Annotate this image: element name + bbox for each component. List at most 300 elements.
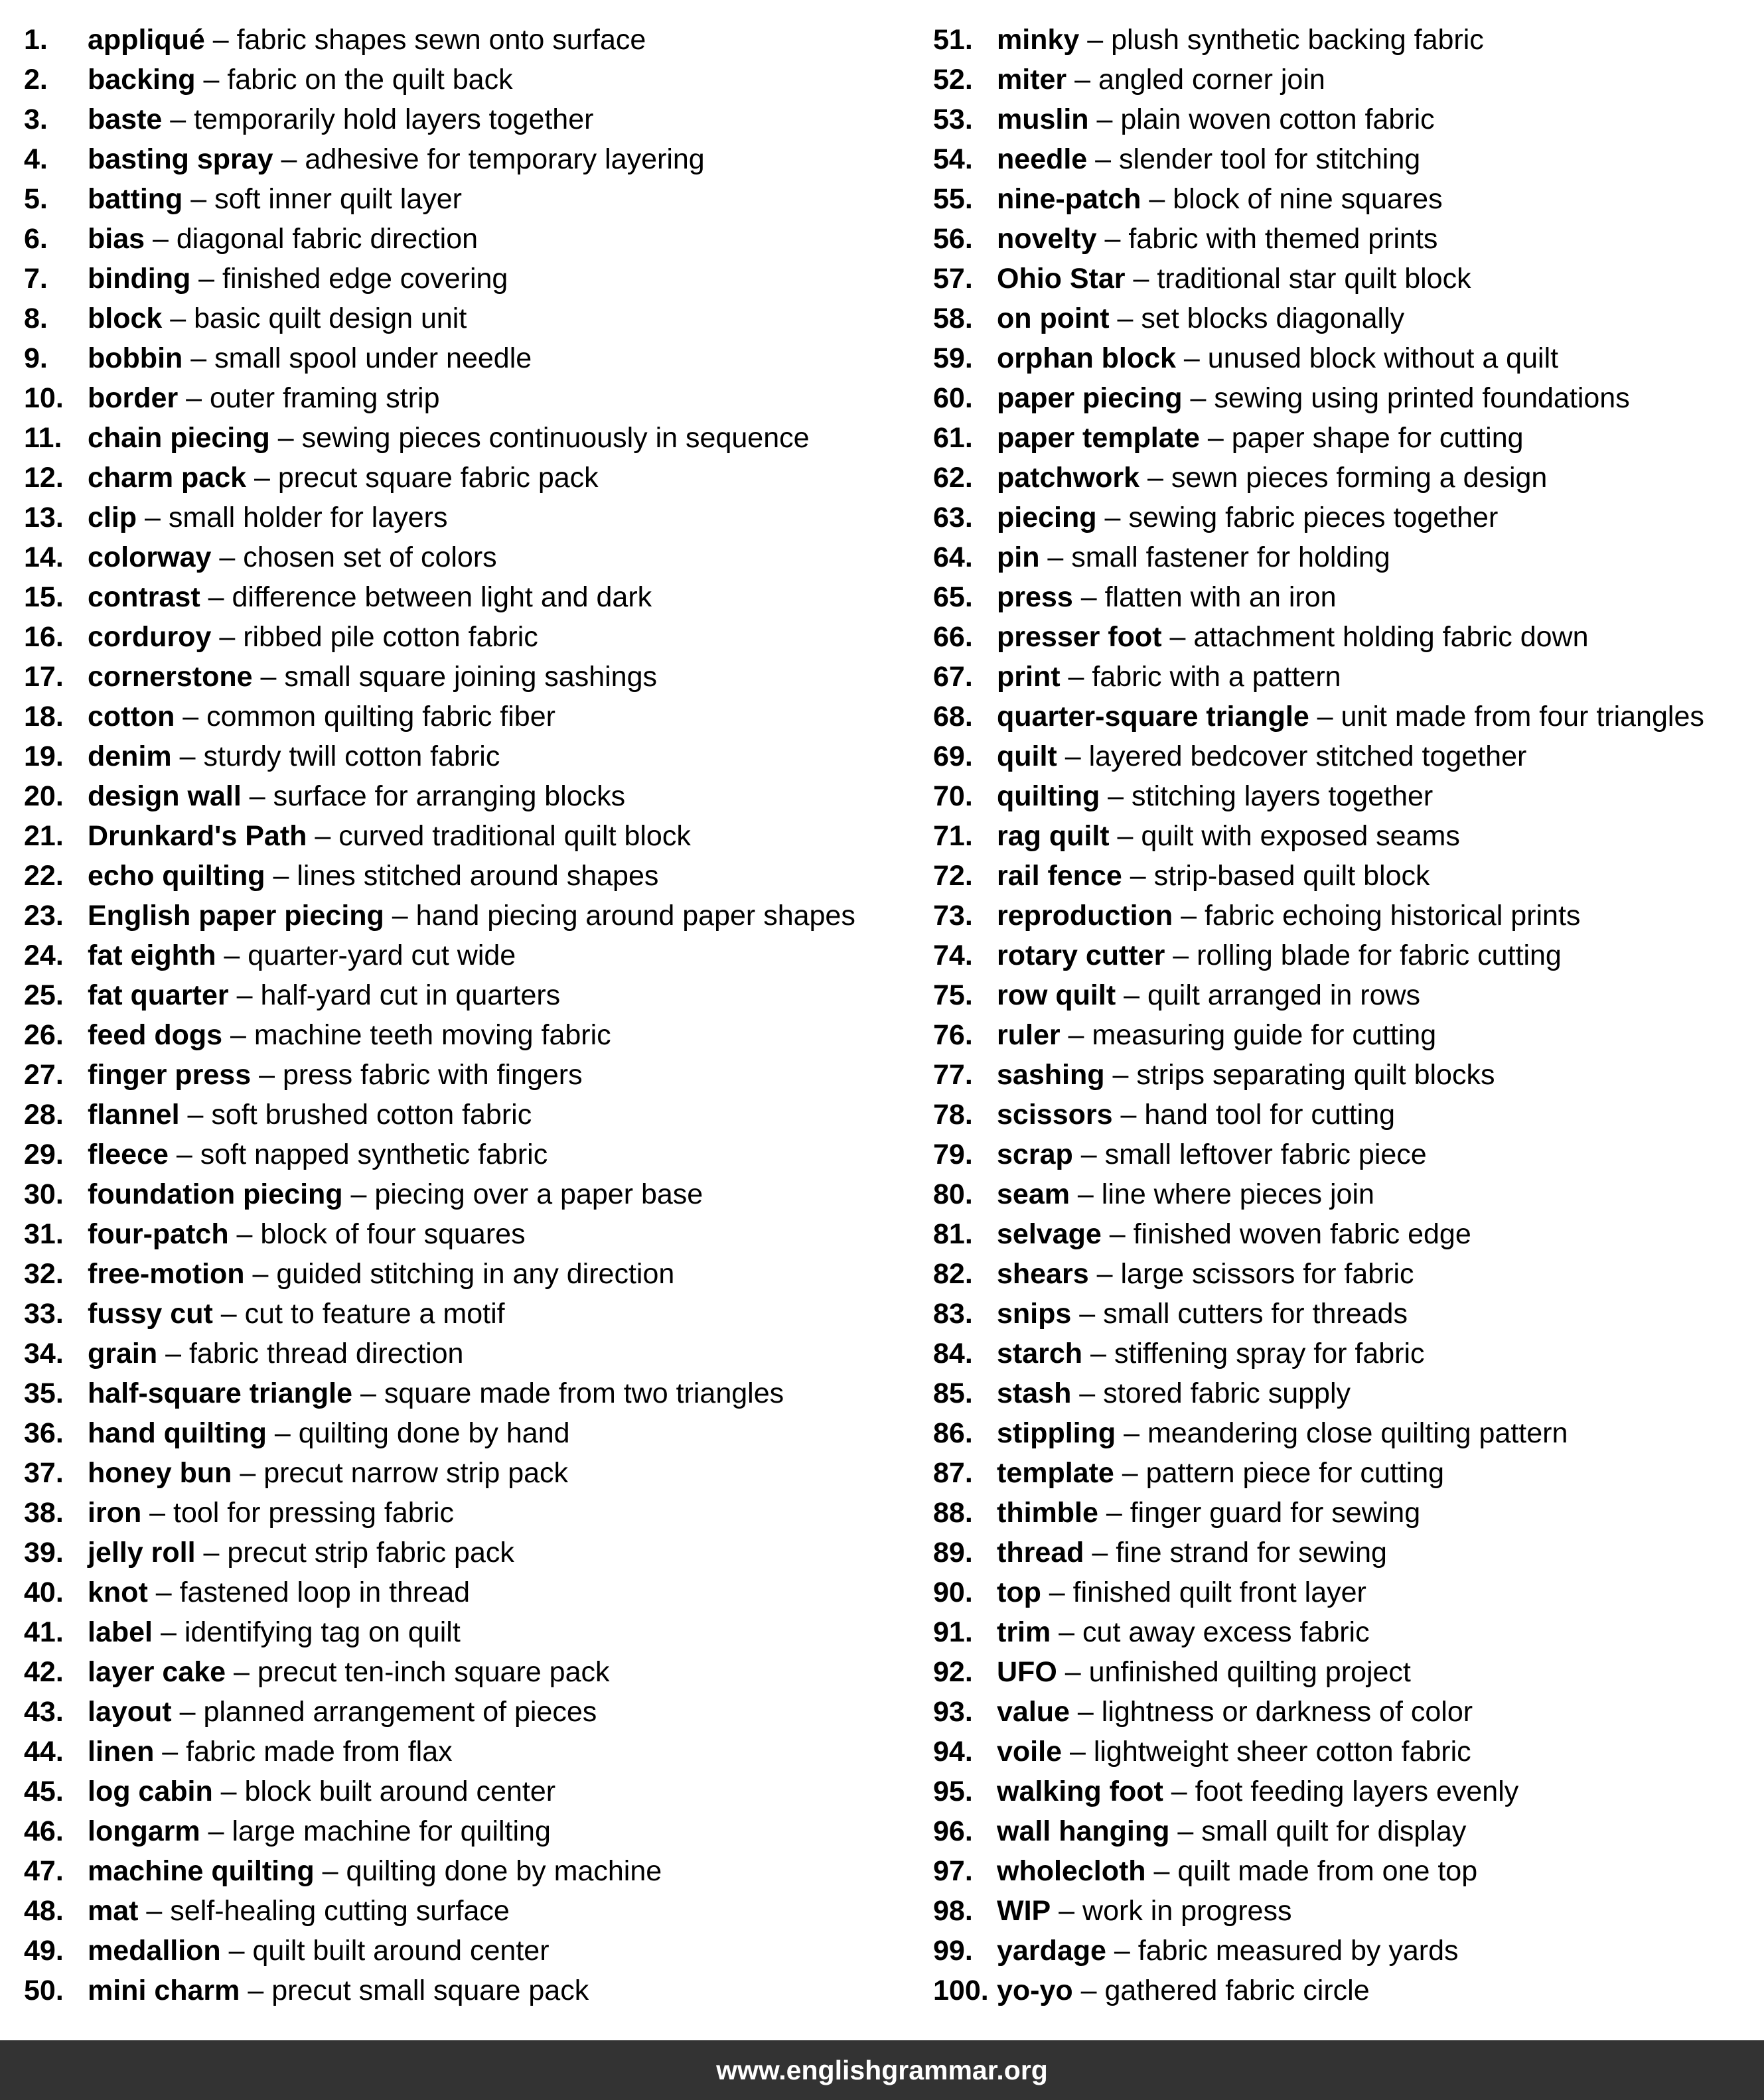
entry-number: 73. xyxy=(933,900,973,932)
entry-number: 75. xyxy=(933,979,973,1011)
entry-definition: press fabric with fingers xyxy=(282,1059,583,1091)
glossary-entry xyxy=(24,1055,907,1095)
entry-number: 4. xyxy=(24,143,48,175)
glossary-entry xyxy=(933,1652,1764,1692)
entry-number: 64. xyxy=(933,541,973,573)
entry-term: trim xyxy=(997,1616,1051,1648)
entry-definition: finished woven fabric edge xyxy=(1133,1218,1471,1250)
entry-number: 88. xyxy=(933,1497,973,1529)
glossary-entry xyxy=(933,577,1764,617)
entry-separator: – xyxy=(228,1218,261,1250)
entry-definition: half-yard cut in quarters xyxy=(260,979,561,1011)
entry-number: 41. xyxy=(24,1616,64,1648)
entry-term: layout xyxy=(88,1696,172,1728)
glossary-entry xyxy=(933,1772,1764,1811)
glossary-entry xyxy=(24,1612,907,1652)
entry-term: row quilt xyxy=(997,979,1116,1011)
entry-term: minky xyxy=(997,24,1080,56)
entry-separator: – xyxy=(1051,1616,1083,1648)
glossary-entry xyxy=(933,1493,1764,1533)
entry-term: selvage xyxy=(997,1218,1102,1250)
entry-term: binding xyxy=(88,263,191,295)
entry-term: honey bun xyxy=(88,1457,232,1489)
entry-separator: – xyxy=(171,740,204,772)
entry-definition: quilt with exposed seams xyxy=(1141,820,1460,852)
entry-definition: finished edge covering xyxy=(222,263,508,295)
entry-separator: – xyxy=(147,1576,180,1608)
entry-number: 27. xyxy=(24,1059,64,1091)
entry-separator: – xyxy=(1041,1576,1073,1608)
entry-definition: lightness or darkness of color xyxy=(1101,1696,1473,1728)
entry-number: 36. xyxy=(24,1417,64,1449)
glossary-entry xyxy=(24,1573,907,1612)
entry-definition: sewing fabric pieces together xyxy=(1128,502,1499,533)
entry-number: 48. xyxy=(24,1895,64,1927)
glossary-entry xyxy=(24,617,907,657)
entry-term: charm pack xyxy=(88,462,247,494)
glossary-entry xyxy=(24,657,907,697)
entry-definition: layered bedcover stitched together xyxy=(1088,740,1527,772)
entry-number: 24. xyxy=(24,940,64,971)
glossary-entry xyxy=(933,1135,1764,1174)
entry-definition: quilt built around center xyxy=(252,1935,550,1967)
entry-term: orphan block xyxy=(997,342,1176,374)
entry-separator: – xyxy=(1163,1776,1195,1807)
entry-separator: – xyxy=(153,1616,184,1648)
entry-term: template xyxy=(997,1457,1114,1489)
glossary-entry xyxy=(933,1732,1764,1772)
entry-separator: – xyxy=(1173,900,1205,932)
entry-separator: – xyxy=(240,1975,272,2006)
entry-separator: – xyxy=(200,1815,232,1847)
entry-separator: – xyxy=(200,581,232,613)
entry-definition: pattern piece for cutting xyxy=(1145,1457,1445,1489)
entry-term: ruler xyxy=(997,1019,1061,1051)
glossary-entry xyxy=(24,20,907,60)
entry-separator: – xyxy=(162,104,194,135)
entry-number: 44. xyxy=(24,1736,64,1768)
glossary-entry xyxy=(24,896,907,936)
entry-definition: identifying tag on quilt xyxy=(184,1616,461,1648)
entry-definition: machine teeth moving fabric xyxy=(254,1019,611,1051)
entry-term: rotary cutter xyxy=(997,940,1165,971)
entry-definition: finished quilt front layer xyxy=(1072,1576,1366,1608)
entry-separator: – xyxy=(1116,979,1147,1011)
entry-separator: – xyxy=(1100,780,1132,812)
entry-term: four-patch xyxy=(88,1218,229,1250)
entry-number: 76. xyxy=(933,1019,973,1051)
entry-separator: – xyxy=(1109,820,1141,852)
glossary-entry xyxy=(933,697,1764,736)
glossary-entry xyxy=(933,100,1764,139)
entry-separator: – xyxy=(212,1776,245,1807)
entry-term: paper piecing xyxy=(997,382,1183,414)
glossary-entry xyxy=(933,1294,1764,1334)
entry-definition: temporarily hold layers together xyxy=(194,104,594,135)
entry-term: presser foot xyxy=(997,621,1162,653)
entry-term: backing xyxy=(88,64,196,96)
entry-number: 38. xyxy=(24,1497,64,1529)
glossary-entry xyxy=(24,299,907,338)
entry-number: 78. xyxy=(933,1099,973,1131)
entry-term: rag quilt xyxy=(997,820,1110,852)
entry-term: flannel xyxy=(88,1099,180,1131)
entry-term: nine-patch xyxy=(997,183,1141,215)
glossary-entry xyxy=(933,20,1764,60)
entry-separator: – xyxy=(171,1696,204,1728)
glossary-entry xyxy=(24,1095,907,1135)
entry-definition: gathered fabric circle xyxy=(1104,1975,1370,2006)
entry-number: 40. xyxy=(24,1576,64,1608)
entry-number: 66. xyxy=(933,621,973,653)
glossary-entry xyxy=(933,338,1764,378)
entry-term: pin xyxy=(997,541,1040,573)
entry-separator: – xyxy=(175,701,207,733)
entry-number: 89. xyxy=(933,1537,973,1569)
entry-definition: stored fabric supply xyxy=(1103,1377,1351,1409)
entry-definition: traditional star quilt block xyxy=(1157,263,1471,295)
entry-number: 22. xyxy=(24,860,64,892)
entry-separator: – xyxy=(1141,183,1173,215)
entry-definition: surface for arranging blocks xyxy=(273,780,626,812)
entry-separator: – xyxy=(1057,740,1089,772)
entry-separator: – xyxy=(195,1537,228,1569)
entry-definition: measuring guide for cutting xyxy=(1092,1019,1437,1051)
entry-separator: – xyxy=(204,24,237,56)
entry-term: clip xyxy=(88,502,137,533)
entry-number: 5. xyxy=(24,183,48,215)
entry-definition: quilt made from one top xyxy=(1177,1855,1478,1887)
entry-term: free-motion xyxy=(88,1258,245,1290)
glossary-entry xyxy=(933,736,1764,776)
glossary-entry xyxy=(933,498,1764,537)
entry-term: knot xyxy=(88,1576,148,1608)
entry-separator: – xyxy=(307,820,339,852)
entry-number: 33. xyxy=(24,1298,64,1330)
entry-separator: – xyxy=(352,1377,384,1409)
entry-number: 81. xyxy=(933,1218,973,1250)
entry-separator: – xyxy=(216,940,248,971)
entry-term: novelty xyxy=(997,223,1097,255)
entry-separator: – xyxy=(1106,1935,1138,1967)
entry-definition: quilting done by machine xyxy=(346,1855,662,1887)
entry-separator: – xyxy=(222,1019,254,1051)
entry-definition: meandering close quilting pattern xyxy=(1147,1417,1568,1449)
entry-number: 50. xyxy=(24,1975,64,2006)
entry-definition: quilt arranged in rows xyxy=(1147,979,1421,1011)
entry-separator: – xyxy=(1122,860,1154,892)
entry-number: 3. xyxy=(24,104,48,135)
entry-definition: fabric made from flax xyxy=(186,1736,453,1768)
entry-definition: soft inner quilt layer xyxy=(214,183,462,215)
entry-number: 31. xyxy=(24,1218,64,1250)
entry-number: 29. xyxy=(24,1139,64,1170)
entry-definition: line where pieces join xyxy=(1101,1178,1374,1210)
entry-definition: strip-based quilt block xyxy=(1153,860,1430,892)
entry-number: 60. xyxy=(933,382,973,414)
entry-separator: – xyxy=(195,64,228,96)
footer-url[interactable]: www.englishgrammar.org xyxy=(716,2055,1048,2085)
entry-separator: – xyxy=(384,900,416,932)
entry-term: machine quilting xyxy=(88,1855,315,1887)
glossary-entry xyxy=(933,1891,1764,1931)
glossary-entry xyxy=(24,816,907,856)
entry-number: 86. xyxy=(933,1417,973,1449)
entry-separator: – xyxy=(179,1099,212,1131)
entry-term: corduroy xyxy=(88,621,212,653)
glossary-entry xyxy=(24,1931,907,1971)
entry-term: basting spray xyxy=(88,143,273,175)
entry-term: chain piecing xyxy=(88,422,270,454)
glossary-entry xyxy=(933,1214,1764,1254)
glossary-entry xyxy=(933,1851,1764,1891)
entry-separator: – xyxy=(1082,1338,1114,1369)
entry-term: walking foot xyxy=(997,1776,1163,1807)
entry-definition: plain woven cotton fabric xyxy=(1120,104,1435,135)
entry-separator: – xyxy=(265,860,297,892)
entry-number: 46. xyxy=(24,1815,64,1847)
entry-number: 28. xyxy=(24,1099,64,1131)
entry-term: log cabin xyxy=(88,1776,213,1807)
entry-term: sashing xyxy=(997,1059,1105,1091)
entry-definition: unused block without a quilt xyxy=(1207,342,1559,374)
entry-term: voile xyxy=(997,1736,1062,1768)
entry-term: on point xyxy=(997,303,1110,334)
entry-number: 30. xyxy=(24,1178,64,1210)
glossary-entry xyxy=(24,1413,907,1453)
glossary-entry xyxy=(24,697,907,736)
entry-term: shears xyxy=(997,1258,1089,1290)
glossary-entry xyxy=(24,1811,907,1851)
entry-term: label xyxy=(88,1616,153,1648)
entry-separator: – xyxy=(137,502,169,533)
entry-definition: unfinished quilting project xyxy=(1088,1656,1411,1688)
entry-term: cornerstone xyxy=(88,661,253,693)
entry-number: 56. xyxy=(933,223,973,255)
entry-definition: fabric with themed prints xyxy=(1128,223,1438,255)
entry-number: 12. xyxy=(24,462,64,494)
entry-term: stippling xyxy=(997,1417,1116,1449)
entry-separator: – xyxy=(178,382,210,414)
entry-term: reproduction xyxy=(997,900,1173,932)
glossary-entry xyxy=(24,936,907,975)
entry-definition: fabric measured by yards xyxy=(1138,1935,1459,1967)
entry-definition: large machine for quilting xyxy=(232,1815,551,1847)
entry-number: 80. xyxy=(933,1178,973,1210)
entry-definition: attachment holding fabric down xyxy=(1193,621,1589,653)
entry-term: grain xyxy=(88,1338,158,1369)
entry-separator: – xyxy=(211,621,244,653)
entry-separator: – xyxy=(1087,143,1120,175)
entry-separator: – xyxy=(314,1855,346,1887)
entry-number: 17. xyxy=(24,661,64,693)
entry-definition: block built around center xyxy=(244,1776,556,1807)
entry-definition: sewing pieces continuously in sequence xyxy=(301,422,810,454)
entry-term: border xyxy=(88,382,179,414)
entry-number: 25. xyxy=(24,979,64,1011)
glossary-entry xyxy=(24,179,907,219)
entry-definition: fastened loop in thread xyxy=(179,1576,471,1608)
entry-definition: fabric with a pattern xyxy=(1092,661,1341,693)
entry-definition: small fastener for holding xyxy=(1071,541,1390,573)
glossary-entry xyxy=(933,617,1764,657)
entry-number: 53. xyxy=(933,104,973,135)
entry-separator: – xyxy=(183,183,215,215)
glossary-entry xyxy=(24,1851,907,1891)
entry-definition: flatten with an iron xyxy=(1104,581,1337,613)
entry-definition: soft brushed cotton fabric xyxy=(211,1099,532,1131)
entry-term: mat xyxy=(88,1895,139,1927)
glossary-entry xyxy=(933,1055,1764,1095)
entry-separator: – xyxy=(269,422,302,454)
glossary-entry xyxy=(24,338,907,378)
entry-number: 95. xyxy=(933,1776,973,1807)
entry-number: 65. xyxy=(933,581,973,613)
entry-term: English paper piecing xyxy=(88,900,384,932)
entry-separator: – xyxy=(162,303,194,334)
entry-definition: small square joining sashings xyxy=(284,661,658,693)
entry-term: bias xyxy=(88,223,145,255)
entry-separator: – xyxy=(1165,940,1197,971)
glossary-entry xyxy=(933,179,1764,219)
entry-separator: – xyxy=(1066,64,1098,96)
entry-definition: curved traditional quilt block xyxy=(338,820,691,852)
entry-term: print xyxy=(997,661,1061,693)
entry-definition: basic quilt design unit xyxy=(194,303,467,334)
entry-term: jelly roll xyxy=(88,1537,196,1569)
entry-term: mini charm xyxy=(88,1975,240,2006)
entry-term: miter xyxy=(997,64,1067,96)
entry-number: 71. xyxy=(933,820,973,852)
entry-number: 15. xyxy=(24,581,64,613)
entry-definition: large scissors for fabric xyxy=(1120,1258,1414,1290)
entry-term: fleece xyxy=(88,1139,169,1170)
entry-term: piecing xyxy=(997,502,1097,533)
entry-number: 2. xyxy=(24,64,48,96)
entry-definition: hand tool for cutting xyxy=(1144,1099,1396,1131)
glossary-entry xyxy=(24,60,907,100)
entry-definition: cut away excess fabric xyxy=(1082,1616,1370,1648)
entry-number: 92. xyxy=(933,1656,973,1688)
entry-separator: – xyxy=(252,661,285,693)
entry-definition: finger guard for sewing xyxy=(1130,1497,1421,1529)
entry-separator: – xyxy=(1145,1855,1178,1887)
glossary-entry xyxy=(24,1214,907,1254)
entry-definition: chosen set of colors xyxy=(243,541,497,573)
entry-term: seam xyxy=(997,1178,1070,1210)
entry-number: 43. xyxy=(24,1696,64,1728)
entry-term: Ohio Star xyxy=(997,263,1126,295)
entry-separator: – xyxy=(1062,1736,1094,1768)
entry-term: patchwork xyxy=(997,462,1140,494)
entry-number: 49. xyxy=(24,1935,64,1967)
entry-separator: – xyxy=(241,780,273,812)
entry-term: cotton xyxy=(88,701,175,733)
entry-term: medallion xyxy=(88,1935,221,1967)
glossary-entry xyxy=(933,1692,1764,1732)
glossary-entry xyxy=(24,219,907,259)
entry-separator: – xyxy=(1116,1417,1147,1449)
entry-definition: tool for pressing fabric xyxy=(173,1497,455,1529)
glossary-entry xyxy=(24,1174,907,1214)
entry-number: 91. xyxy=(933,1616,973,1648)
entry-number: 100. xyxy=(933,1975,989,2006)
entry-term: value xyxy=(997,1696,1070,1728)
entry-term: longarm xyxy=(88,1815,200,1847)
entry-number: 69. xyxy=(933,740,973,772)
entry-separator: – xyxy=(342,1178,375,1210)
glossary-entry xyxy=(24,1971,907,2010)
glossary-entry xyxy=(933,1334,1764,1373)
entry-separator: – xyxy=(1060,1019,1092,1051)
glossary-entry xyxy=(24,139,907,179)
entry-number: 13. xyxy=(24,502,64,533)
entry-definition: small leftover fabric piece xyxy=(1104,1139,1427,1170)
entry-definition: rolling blade for fabric cutting xyxy=(1197,940,1562,971)
entry-number: 77. xyxy=(933,1059,973,1091)
entry-separator: – xyxy=(1096,502,1129,533)
entry-separator: – xyxy=(212,1298,245,1330)
glossary-entry xyxy=(933,219,1764,259)
glossary-entry xyxy=(24,418,907,458)
entry-separator: – xyxy=(1071,1298,1104,1330)
entry-term: paper template xyxy=(997,422,1200,454)
entry-definition: precut square fabric pack xyxy=(277,462,599,494)
entry-number: 93. xyxy=(933,1696,973,1728)
entry-separator: – xyxy=(138,1895,171,1927)
entry-term: scissors xyxy=(997,1099,1113,1131)
entry-number: 90. xyxy=(933,1576,973,1608)
glossary-entry xyxy=(24,1493,907,1533)
glossary-entry xyxy=(24,1732,907,1772)
entry-definition: guided stitching in any direction xyxy=(276,1258,675,1290)
entry-number: 98. xyxy=(933,1895,973,1927)
glossary-entry xyxy=(933,1533,1764,1573)
entry-term: UFO xyxy=(997,1656,1057,1688)
entry-separator: – xyxy=(1072,1139,1105,1170)
entry-definition: common quilting fabric fiber xyxy=(206,701,555,733)
entry-definition: foot feeding layers evenly xyxy=(1195,1776,1519,1807)
entry-term: yardage xyxy=(997,1935,1106,1967)
glossary-entry xyxy=(24,259,907,299)
entry-separator: – xyxy=(145,223,177,255)
entry-separator: – xyxy=(1104,1059,1137,1091)
entry-separator: – xyxy=(266,1417,299,1449)
glossary-entry xyxy=(24,1533,907,1573)
entry-separator: – xyxy=(1072,581,1105,613)
entry-separator: – xyxy=(244,1258,277,1290)
glossary-entry xyxy=(24,1254,907,1294)
entry-number: 87. xyxy=(933,1457,973,1489)
entry-number: 34. xyxy=(24,1338,64,1369)
entry-number: 7. xyxy=(24,263,48,295)
entry-definition: precut strip fabric pack xyxy=(227,1537,514,1569)
entry-definition: precut small square pack xyxy=(271,1975,589,2006)
glossary-entry xyxy=(933,816,1764,856)
entry-number: 47. xyxy=(24,1855,64,1887)
entry-number: 68. xyxy=(933,701,973,733)
entry-separator: – xyxy=(220,1935,253,1967)
entry-term: colorway xyxy=(88,541,212,573)
glossary-entry xyxy=(933,1413,1764,1453)
entry-term: finger press xyxy=(88,1059,252,1091)
entry-term: hand quilting xyxy=(88,1417,267,1449)
entry-definition: fine strand for sewing xyxy=(1116,1537,1387,1569)
entry-term: WIP xyxy=(997,1895,1051,1927)
entry-definition: slender tool for stitching xyxy=(1119,143,1421,175)
entry-definition: adhesive for temporary layering xyxy=(305,143,705,175)
entry-definition: piecing over a paper base xyxy=(374,1178,703,1210)
